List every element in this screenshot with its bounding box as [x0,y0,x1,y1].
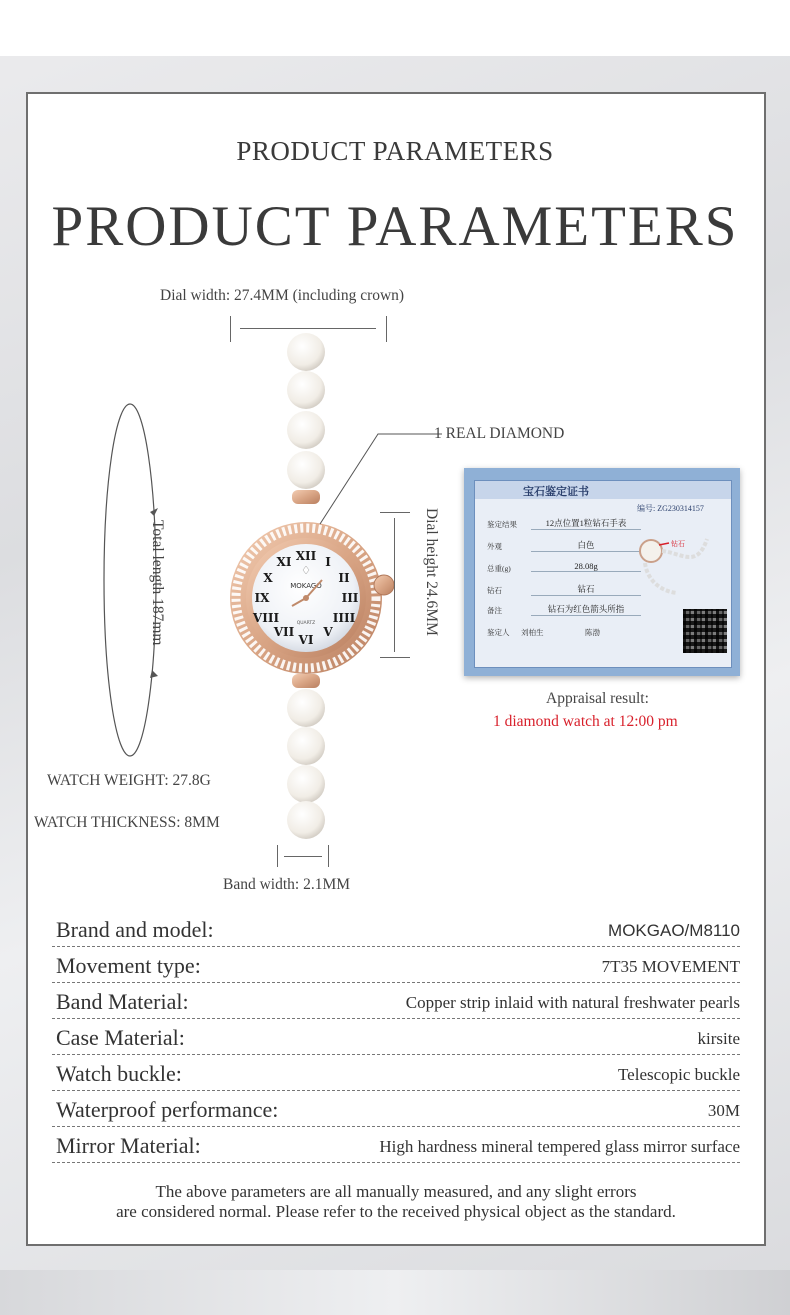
spec-row-band [52,982,740,1019]
certificate-arrow-label: 钻石 [671,540,685,548]
cert-checker-value: 陈渤 [585,628,600,637]
spec-row-movement [52,946,740,983]
watch-weight-label: WATCH WEIGHT: 27.8G [47,772,211,789]
spec-row-mirror [52,1126,740,1163]
appraisal-label: Appraisal result: [546,690,649,707]
dial-numeral: X [263,571,273,585]
spec-row-brand [52,910,740,947]
appraisal-result: 1 diamond watch at 12:00 pm [493,713,678,730]
spec-key-band: Band Material: [56,989,189,1014]
dial-numeral: III [341,591,359,605]
dial-numeral: I [325,555,331,569]
page-subtitle: PRODUCT PARAMETERS [236,136,554,166]
spec-value-waterproof: 30M [707,1101,740,1120]
dial-numeral: VI [298,633,314,647]
watch-thickness-label: WATCH THICKNESS: 8MM [34,814,220,831]
spec-row-waterproof [52,1090,740,1127]
dial-brand: MOKAGO [290,582,322,590]
dial-numeral: IX [254,591,270,605]
bottom-background-strip [0,1270,790,1315]
spec-value-band: Copper strip inlaid with natural freshwater pearls [405,993,740,1012]
cert-name-label: 鉴定结果 [487,520,517,529]
dial-height-label: Dial height 24.6MM [423,508,440,636]
certificate-number-label: 编号: [637,504,656,513]
dial-numeral: II [338,571,350,585]
cert-color-value: 白色 [531,539,641,552]
certificate-header-bar [475,481,731,499]
cert-type-label: 钻石 [487,586,502,595]
dial-height-tick-bottom [380,657,410,658]
spec-key-mirror: Mirror Material: [56,1133,201,1158]
spec-key-waterproof: Waterproof performance: [56,1097,279,1122]
bottom-lug [292,674,320,688]
spec-key-movement: Movement type: [56,953,201,978]
appraisal-certificate [464,468,740,676]
disclaimer-note [26,1182,766,1222]
cert-name-value: 12点位置1粒钻石手表 [531,517,641,530]
dial-numeral: IIII [332,611,356,625]
cert-appraiser-value: 刘柏生 [521,628,544,637]
dial-numeral: XI [276,555,292,569]
disclaimer-line-1: The above parameters are all manually measured, and any slight errors [155,1182,637,1201]
band-width-tick-left [277,845,278,867]
dial-numeral: VIII [252,611,280,625]
dial-numeral: XII [295,549,317,563]
page-title: PRODUCT PARAMETERS [51,195,739,258]
cert-color-label: 外观 [487,542,502,551]
spec-key-case: Case Material: [56,1025,185,1050]
spec-row-case [52,1018,740,1055]
cert-type-value: 钻石 [531,583,641,596]
certificate-number: ZG230314157 [657,504,704,513]
spec-value-movement: 7T35 MOVEMENT [601,957,740,976]
spec-key-brand: Brand and model: [56,917,214,942]
band-width-label: Band width: 2.1MM [223,876,351,893]
spec-row-buckle [52,1054,740,1091]
cert-remark-value: 钻石为红色箭头所指 [531,603,641,616]
dial-height-line [394,518,395,652]
spec-value-mirror: High hardness mineral tempered glass mirror surface [379,1137,740,1156]
cert-weight-value: 28.08g [531,561,641,572]
pearl-strand-bottom [287,689,325,839]
cert-weight-label: 总重(g) [487,564,511,573]
dial-numeral: V [323,625,333,639]
dial-height-tick-top [380,512,410,513]
dial-numeral: VII [273,625,295,639]
dial-width-label: Dial width: 27.4MM (including crown) [160,287,405,304]
spec-value-brand: MOKGAO/M8110 [608,921,740,940]
spec-key-buckle: Watch buckle: [56,1061,182,1086]
certificate-watch-photo [637,529,717,599]
total-length-label: Total length 187mm [149,520,166,646]
watch-crown [374,575,394,595]
top-background-strip [0,0,790,56]
spec-value-case: kirsite [697,1029,740,1048]
band-width-tick-right [328,845,329,867]
certificate-title: 宝石鉴定证书 [523,486,589,498]
dial-quartz: QUARTZ [296,621,316,626]
spec-value-buckle: Telescopic buckle [617,1065,740,1084]
cert-remark-label: 备注 [487,606,502,615]
watch-image [226,330,396,840]
band-width-line [284,856,322,857]
cert-appraiser-label: 鉴定人 [487,628,510,637]
dial-width-line [240,328,376,329]
diamond-label: 1 REAL DIAMOND [434,425,565,442]
certificate-qr-code [683,609,727,653]
disclaimer-line-2: are considered normal. Please refer to the received physical object as the standard. [116,1202,676,1221]
